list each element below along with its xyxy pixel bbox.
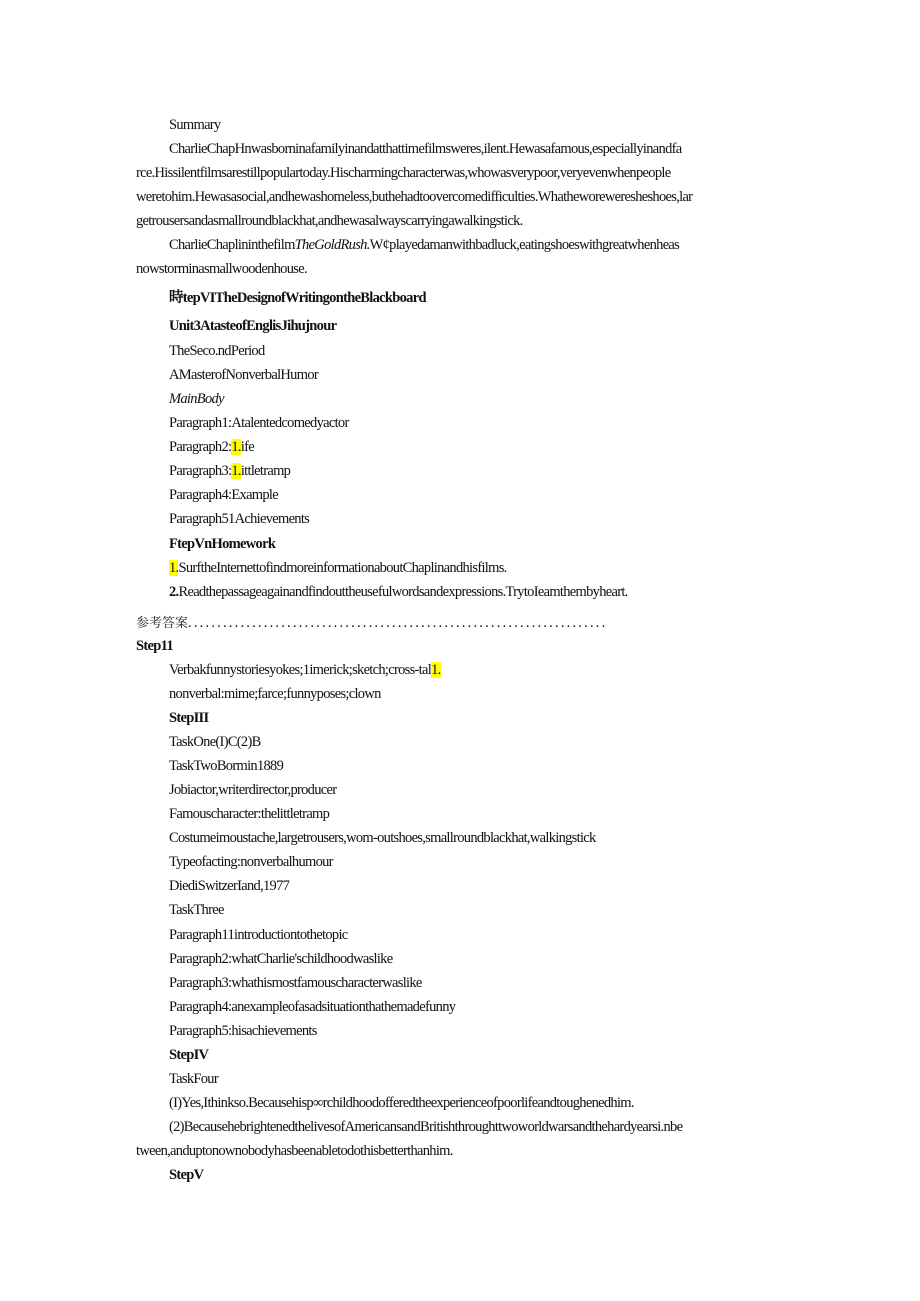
answer-task-four: TaskFour [169, 1071, 218, 1087]
period-title: TheSeco.ndPeriod [169, 343, 265, 359]
dot-leader: ........................................................................ [188, 615, 608, 631]
answer-step5-heading: StepV [169, 1167, 204, 1183]
outline-p3-prefix: Paragraph3: [169, 463, 232, 479]
outline-paragraph-4: Paragraph4:Example [169, 487, 278, 503]
film-title: TheGoldRush. [294, 237, 370, 253]
answer-step3-line: TaskTwoBormin1889 [169, 758, 284, 774]
homework-item-2 [169, 582, 628, 602]
summary-paragraph-1-line-1: CharlieChapHnwasborninafamilyinandatthattimefilmsweres,ilent.Hewasafamous,especiallyinandfa [169, 141, 682, 157]
highlight-mark: 1. [431, 662, 441, 678]
answer-task-four-1: (I)Yes,Ithinkso.Becausehisp∞rchildhoodofferedtheexperienceofpoorlifeandtoughenedhim. [169, 1095, 634, 1111]
answer-step3-line: Paragraph4:anexampleofasadsituationthathemadefunny [169, 999, 456, 1015]
summary-paragraph-1-line-4: getrousersandasmallroundblackhat,andhewasalwayscarryingawalkingstick. [136, 213, 523, 229]
homework-item-2-text: Readthepassageagainandfindouttheusefulwordsandexpressions.TrytoIeamthembyheart. [178, 584, 628, 600]
outline-paragraph-3 [169, 461, 290, 481]
answer-step4-heading: StepIV [169, 1047, 209, 1063]
highlight-mark: 1. [231, 439, 241, 455]
answer-verbal-text: Verbakfunnystoriesyokes;1imerick;sketch;cross-tal [169, 662, 432, 678]
answer-step3-line: Paragraph2:whatCharlie'schildhoodwaslike [169, 951, 393, 967]
answer-task-four-2-line-2: tween,anduptonownobodyhasbeenabletodothisbetterthanhim. [136, 1143, 453, 1159]
answer-step3-line: Paragraph3:whathismostfamouscharacterwaslike [169, 975, 422, 991]
answer-key-divider [136, 613, 607, 634]
answer-step3-line: Paragraph11introductiontothetopic [169, 927, 348, 943]
summary-p2-text-a: CharlieChaplininthefilm [169, 237, 295, 253]
answer-step3-line: TaskThree [169, 902, 224, 918]
answer-nonverbal-line: nonverbal:mime;farce;funnyposes;clown [169, 686, 381, 702]
answer-step2-heading: Step11 [136, 638, 173, 654]
outline-p3-rest: ittletramp [240, 463, 291, 479]
answer-step3-line: Paragraph5:hisachievements [169, 1023, 317, 1039]
summary-p2-text-b: W¢playedamanwithbadluck,eatingshoeswithgreatwhenheas [369, 237, 680, 253]
lesson-title: AMasterofNonverbalHumor [169, 367, 318, 383]
answer-task-four-2-line-1: (2)BecausehebrightenedthelivesofAmericansandBritishthroughttwoworldwarsandthehardyearsi.nbe [169, 1119, 683, 1135]
answer-step3-line: Costumeimoustache,largetrousers,wom-outshoes,smallroundblackhat,walkingstick [169, 830, 596, 846]
summary-paragraph-2-line-2: nowstorminasmallwoodenhouse. [136, 261, 307, 277]
summary-paragraph-2-line-1 [169, 235, 679, 255]
homework-item-1 [169, 558, 507, 578]
outline-p2-prefix: Paragraph2: [169, 439, 232, 455]
answer-verbal-line [169, 660, 441, 680]
summary-heading: Summary [169, 117, 221, 133]
answer-step3-line: DiediSwitzerIand,1977 [169, 878, 290, 894]
homework-heading: FtepVnHomework [169, 536, 276, 552]
summary-paragraph-1-line-2: rce.Hissilentfilmsarestillpopulartoday.Hischarmingcharacterwas,whowasverypoor,veryevenwhenpeople [136, 165, 671, 181]
homework-item-2-number: 2. [169, 584, 179, 600]
main-body-label: MainBody [169, 391, 224, 407]
unit-title: Unit3AtasteofEnglisJihujnour [169, 318, 337, 334]
homework-item-1-text: SurftheInternettofindmoreinformationaboutChaplinandhisfilms. [178, 560, 507, 576]
answer-step3-line: Jobiactor,writerdirector,producer [169, 782, 337, 798]
outline-paragraph-2 [169, 437, 254, 457]
answer-step3-line: Famouscharacter:thelittletramp [169, 806, 330, 822]
highlight-mark: 1. [169, 560, 179, 576]
outline-paragraph-1: Paragraph1:Atalentedcomedyactor [169, 415, 349, 431]
answer-step3-line: TaskOne(I)C(2)B [169, 734, 261, 750]
outline-paragraph-5: Paragraph51Achievements [169, 511, 310, 527]
answer-step3-line: Typeofacting:nonverbalhumour [169, 854, 333, 870]
answer-key-label: 参考答案 [136, 616, 189, 631]
step6-heading: 時tepVITheDesignofWritingontheBlackboard [169, 290, 426, 306]
outline-p2-rest: ife [240, 439, 255, 455]
answer-step3-heading: StepIII [169, 710, 209, 726]
highlight-mark: 1. [231, 463, 241, 479]
summary-paragraph-1-line-3: weretohim.Hewasasocial,andhewashomeless,buthehadtoovercomedifficulties.Whatheworeweresheshoes,lar [136, 189, 693, 205]
